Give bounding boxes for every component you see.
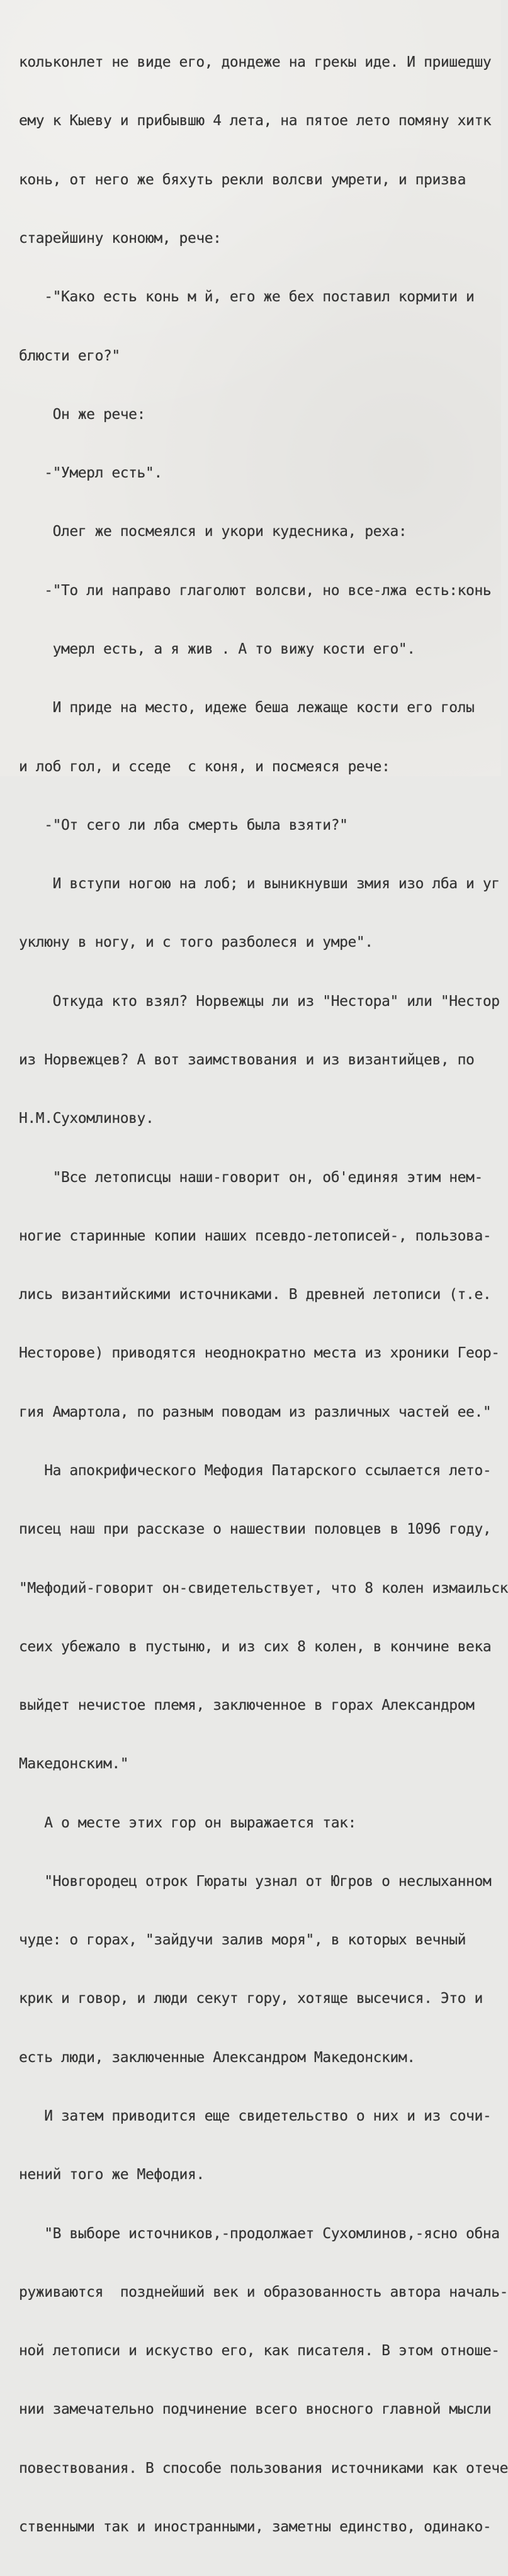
text-line: гия Амартола, по разным поводам из различных частей ее."	[19, 1403, 492, 1420]
text-line: нений того же Мефодия.	[19, 2166, 205, 2183]
text-line: -"Како есть конь м й, его же бех поставил кормити и	[19, 289, 475, 306]
text-line: -"Умерл есть".	[19, 465, 162, 482]
text-line: Македонским."	[19, 1756, 129, 1773]
text-line: ему к Кыеву и прибывшю 4 лета, на пятое лето помяну хитк	[19, 113, 492, 130]
text-line: И вступи ногою на лоб; и выникнувши змия изо лба и уг	[19, 876, 500, 893]
text-line: умерл есть, а я жив . А то вижу кости его".	[19, 641, 415, 657]
text-line: старейшину коноюм, рече:	[19, 230, 222, 247]
text-line: -"От сего ли лба смерть была взяти?"	[19, 817, 348, 834]
text-line: Несторове) приводятся неоднократно места из хроники Геор-	[19, 1345, 500, 1362]
text-line: "Новгородец отрок Гюраты узнал от Югров о неслыханном	[19, 1873, 492, 1890]
text-line: из Норвежцев? А вот заимствования и из византийцев, по	[19, 1051, 475, 1068]
text-line: писец наш при рассказе о нашествии половцев в 1096 году,	[19, 1521, 492, 1538]
text-line: сеих убежало в пустыню, и из сих 8 колен, в кончине века	[19, 1638, 492, 1655]
text-line: уклюну в ногу, и с того разболеся и умре".	[19, 934, 373, 951]
text-line: ной летописи и искуство его, как писателя. В этом отноше-	[19, 2343, 500, 2360]
text-line: крик и говор, и люди секут гору, хотяще высечися. Это и	[19, 1990, 483, 2007]
text-line: А о месте этих гор он выражается так:	[19, 1814, 356, 1831]
text-line: есть люди, заключенные Александром Македонским.	[19, 2049, 415, 2066]
text-line: -"То ли направо глаголют волсви, но все-лжа есть:конь	[19, 582, 492, 599]
text-line: ственными так и иностранными, заметны единство, одинако-	[19, 2519, 492, 2535]
text-line: блюсти его?"	[19, 347, 120, 364]
text-line: Откуда кто взял? Норвежцы ли из "Нестора" или "Нестор	[19, 993, 500, 1010]
text-line: "Мефодий-говорит он-свидетельствует, что 8 колен измаильск	[19, 1580, 508, 1597]
text-line: Н.М.Сухомлинову.	[19, 1110, 154, 1127]
text-line: нии замечательно подчинение всего вносного главной мысли	[19, 2401, 492, 2418]
text-line: "Все летописцы наши-говорит он, об'единяя этим нем-	[19, 1169, 483, 1186]
text-line: руживаются позднейший век и образованность автора началь-	[19, 2283, 508, 2300]
text-line: И затем приводится еще свидетельство о них и из сочи-	[19, 2108, 492, 2125]
text-line: лись византийскими источниками. В древней летописи (т.е.	[19, 1286, 492, 1303]
text-line: На апокрифического Мефодия Патарского ссылается лето-	[19, 1462, 492, 1479]
text-line: И приде на место, идеже беша лежаще кости его голы	[19, 700, 475, 716]
text-line: Олег же посмеялся и укори кудесника, реха:	[19, 523, 407, 540]
text-line: выйдет нечистое племя, заключенное в горах Александром	[19, 1697, 475, 1714]
text-line: ногие старинные копии наших псевдо-летописей-, пользова-	[19, 1227, 492, 1244]
text-line: кольконлет не виде его, дондеже на грекы иде. И пришедшу	[19, 54, 492, 71]
text-line: конь, от него же бяхуть рекли волсви умрети, и призва	[19, 171, 466, 188]
text-line: чуде: о горах, "зайдучи залив моря", в которых вечный	[19, 1932, 466, 1949]
text-line: "В выборе источников,-продолжает Сухомлинов,-ясно обна	[19, 2225, 500, 2242]
text-line: и лоб гол, и сседе с коня, и посмеяся рече:	[19, 758, 390, 775]
text-line: Он же рече:	[19, 406, 145, 423]
text-line: повествования. В способе пользования источниками как отече	[19, 2460, 508, 2477]
page-text	[19, 14, 508, 2576]
